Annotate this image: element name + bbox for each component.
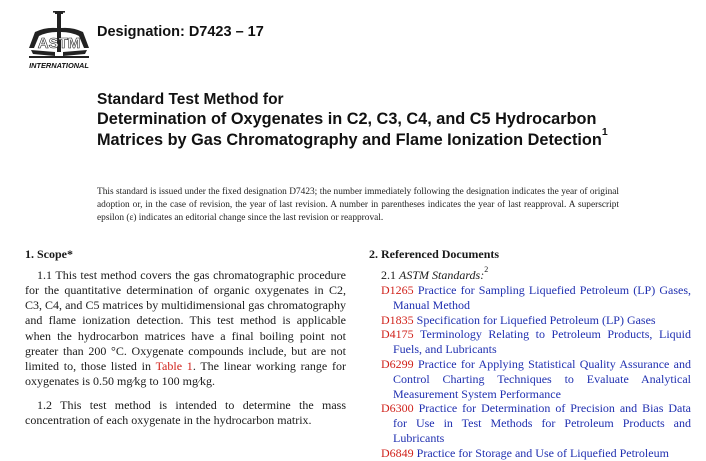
scope-heading: 1. Scope* <box>25 247 73 261</box>
logo-letters: ASTM <box>37 35 81 52</box>
title-footnote-link[interactable]: 1 <box>601 126 608 139</box>
title-main-text: Determination of Oxygenates in C2, C3, C4, and C5 Hydrocarbon Matrices by Gas Chromatography and Flame Ionization Detection <box>97 110 602 149</box>
scope-paragraph-1-end: . The linear working range for oxygenates is 0.50 mg⁄kg to 100 mg⁄kg. <box>25 358 346 389</box>
left-column <box>25 246 346 429</box>
reference-title[interactable]: Practice for Determination of Precision and Bias Data for Use in Test Methods for Petroleum Products and Lubricants <box>393 401 692 445</box>
reference-code[interactable]: D6299 <box>381 356 414 371</box>
referenced-documents-heading: 2. Referenced Documents <box>369 247 500 261</box>
reference-item[interactable] <box>369 446 691 461</box>
reference-code[interactable]: D1835 <box>381 312 414 327</box>
reference-code[interactable]: D6849 <box>381 445 414 460</box>
subheading-footnote-link[interactable]: 2 <box>484 265 489 274</box>
reference-title[interactable]: Terminology Relating to Petroleum Products, Liquid Fuels, and Lubricants <box>393 327 691 357</box>
astm-logo-icon <box>25 10 93 72</box>
reference-code[interactable]: D1265 <box>381 283 414 297</box>
astm-logo <box>25 10 93 72</box>
subheading-label: ASTM Standards: <box>399 268 485 282</box>
standard-notice: This standard is issued under the fixed designation D7423; the number immediately following the designation indicates the year of original adoption or, in the case of revision, the year of last revision. A number in parentheses indicates the year of last reapproval. A superscript epsilon (ε) indicates an editorial change since the last revision or reapproval. <box>97 187 619 223</box>
reference-item[interactable] <box>369 283 691 313</box>
reference-list <box>369 283 691 461</box>
title-main <box>97 109 657 150</box>
reference-code[interactable]: D6300 <box>381 401 414 416</box>
right-column <box>369 246 691 461</box>
scope-paragraph-1 <box>25 268 346 389</box>
reference-title[interactable]: Practice for Storage and Use of Liquefied Petroleum <box>416 445 669 460</box>
reference-title[interactable]: Practice for Sampling Liquefied Petroleum (LP) Gases, Manual Method <box>393 283 692 312</box>
logo-label: INTERNATIONAL <box>29 61 89 70</box>
scope-paragraph-1-text: 1.1 This test method covers the gas chromatographic procedure for the quantitative determination of organic oxygenates in C2, C3, C4, and C5 matrices by multidimensional gas chromatography and flame ionization detection. This test method is applicable when the hydrocarbon matrices have a final boiling point not greater than 200 °C. Oxygenate compounds include, but are not limited to, those listed in <box>25 268 346 373</box>
reference-title[interactable]: Specification for Liquefied Petroleum (LP) Gases <box>416 312 656 327</box>
scope-paragraph-2: 1.2 This test method is intended to determine the mass concentration of each oxygenate in the hydrocarbon matrix. <box>25 398 346 428</box>
astm-standards-subheading <box>369 265 691 283</box>
reference-title[interactable]: Practice for Applying Statistical Quality Assurance and Control Charting Techniques to Evaluate Analytical Measurement System Performance <box>393 356 691 401</box>
designation: Designation: D7423 – 17 <box>97 24 264 40</box>
table-1-link[interactable]: Table 1 <box>155 358 193 373</box>
reference-item[interactable] <box>369 357 691 401</box>
reference-item[interactable] <box>369 313 691 328</box>
title-lead: Standard Test Method for <box>97 91 284 108</box>
subheading-number: 2.1 <box>381 268 396 282</box>
title-block <box>97 90 657 150</box>
reference-item[interactable] <box>369 327 691 357</box>
reference-code[interactable]: D4175 <box>381 327 414 342</box>
reference-item[interactable] <box>369 401 691 445</box>
